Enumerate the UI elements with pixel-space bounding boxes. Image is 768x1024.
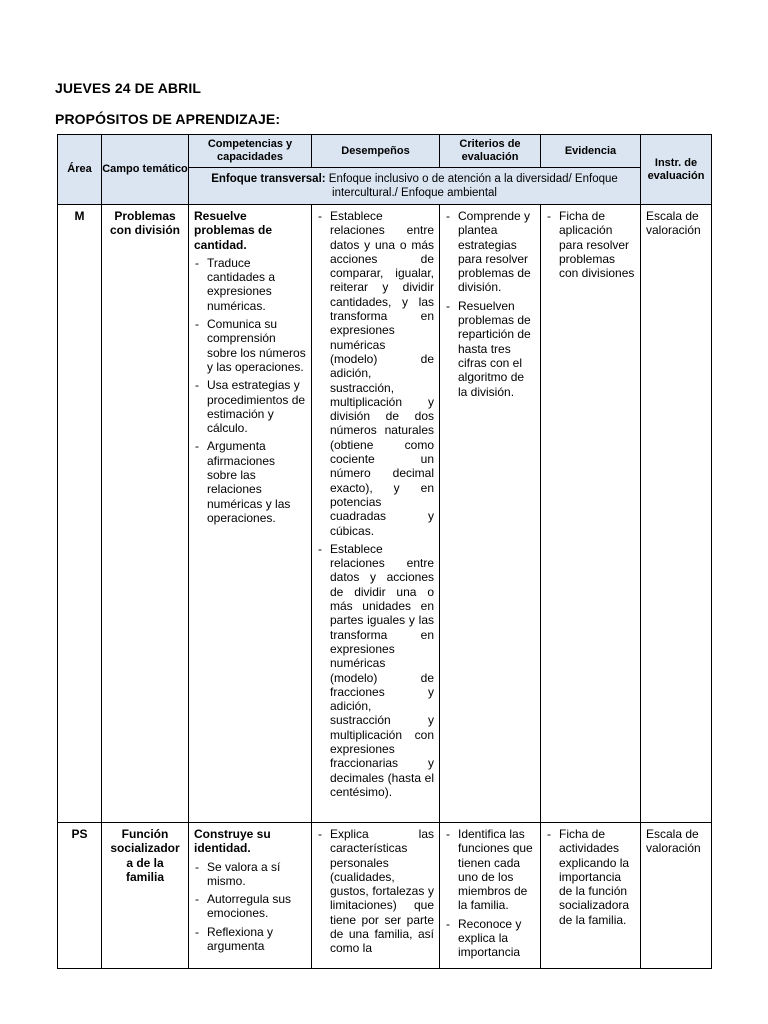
desempenos-list: [317, 209, 434, 799]
criterios-list: [445, 827, 535, 960]
enfoque-transversal: [189, 168, 641, 205]
learning-purposes-table: [57, 134, 712, 969]
row-instrumento: Escala de valoración: [646, 827, 701, 856]
list-item: - Establece relaciones entre datos y acciones de dividir una o más unidades en partes iguales y las transforma en expresiones numéricas (modelo) de fracciones y adición, sustracción y multiplicación con expresiones fraccionarias y decimales (hasta el centésimo).: [317, 542, 434, 799]
capacidades-list: [194, 256, 306, 525]
list-item: - Establece relaciones entre datos y una o más acciones de comparar, igualar, reiterar y dividir cantidades, y las transforma en expresiones numéricas (modelo) de adición, sustracción, multiplicación y división de dos números naturales (obtiene como cociente un número decimal exacto), y en potencias cuadradas y cúbicas.: [317, 209, 434, 538]
header-competencias: Competencias y capacidades: [189, 135, 312, 168]
list-item: - Ficha de aplicación para resolver problemas con divisiones: [546, 209, 635, 280]
header-desempenos: Desempeños: [312, 135, 440, 168]
capacidades-list: [194, 860, 306, 954]
row-competencia: Resuelve problemas de cantidad.: [194, 209, 273, 252]
row-area: PS: [71, 827, 88, 841]
header-evidencia: Evidencia: [541, 135, 641, 168]
evidencia-list: [546, 209, 635, 280]
list-item: - Explica las características personales (cualidades, gustos, fortalezas y limitaciones) que tiene por ser parte de una familia, así como la: [317, 827, 434, 956]
list-item: - Reconoce y explica la importancia: [445, 917, 535, 960]
purposes-heading: PROPÓSITOS DE APRENDIZAJE:: [55, 111, 281, 127]
list-item: - Comunica su comprensión sobre los números y las operaciones.: [194, 317, 306, 374]
header-campo-tematico: Campo temático: [102, 135, 189, 205]
list-item: - Reflexiona y argumenta: [194, 925, 306, 954]
desempenos-list: [317, 827, 434, 956]
header-criterios: Criterios de evaluación: [440, 135, 541, 168]
list-item: - Autorregula sus emociones.: [194, 892, 306, 921]
list-item: - Argumenta afirmaciones sobre las relaciones numéricas y las operaciones.: [194, 439, 306, 525]
enfoque-text: Enfoque inclusivo o de atención a la diversidad/ Enfoque intercultural./ Enfoque ambiental: [325, 172, 618, 199]
list-item: - Ficha de actividades explicando la importancia de la función socializadora de la familia.: [546, 827, 635, 927]
evidencia-list: [546, 827, 635, 927]
row-campo: Problemas con división: [109, 209, 180, 238]
row-instrumento: Escala de valoración: [646, 209, 701, 238]
header-instrumento: Instr. de evaluación: [641, 135, 712, 205]
list-item: - Usa estrategias y procedimientos de estimación y cálculo.: [194, 378, 306, 435]
date-heading: JUEVES 24 DE ABRIL: [55, 80, 201, 96]
table-row: [58, 823, 712, 969]
enfoque-label: Enfoque transversal:: [211, 172, 326, 185]
row-campo: Función socializador a de la familia: [110, 827, 180, 884]
list-item: - Se valora a sí mismo.: [194, 860, 306, 889]
list-item: - Identifica las funciones que tienen cada uno de los miembros de la familia.: [445, 827, 535, 913]
row-competencia: Construye su identidad.: [194, 827, 271, 856]
table-row: [58, 205, 712, 823]
list-item: - Comprende y plantea estrategias para resolver problemas de división.: [445, 209, 535, 295]
criterios-list: [445, 209, 535, 399]
list-item: - Resuelven problemas de repartición de hasta tres cifras con el algoritmo de la división.: [445, 299, 535, 399]
row-area: M: [74, 209, 85, 223]
header-area: Área: [58, 135, 102, 205]
list-item: - Traduce cantidades a expresiones numéricas.: [194, 256, 306, 313]
